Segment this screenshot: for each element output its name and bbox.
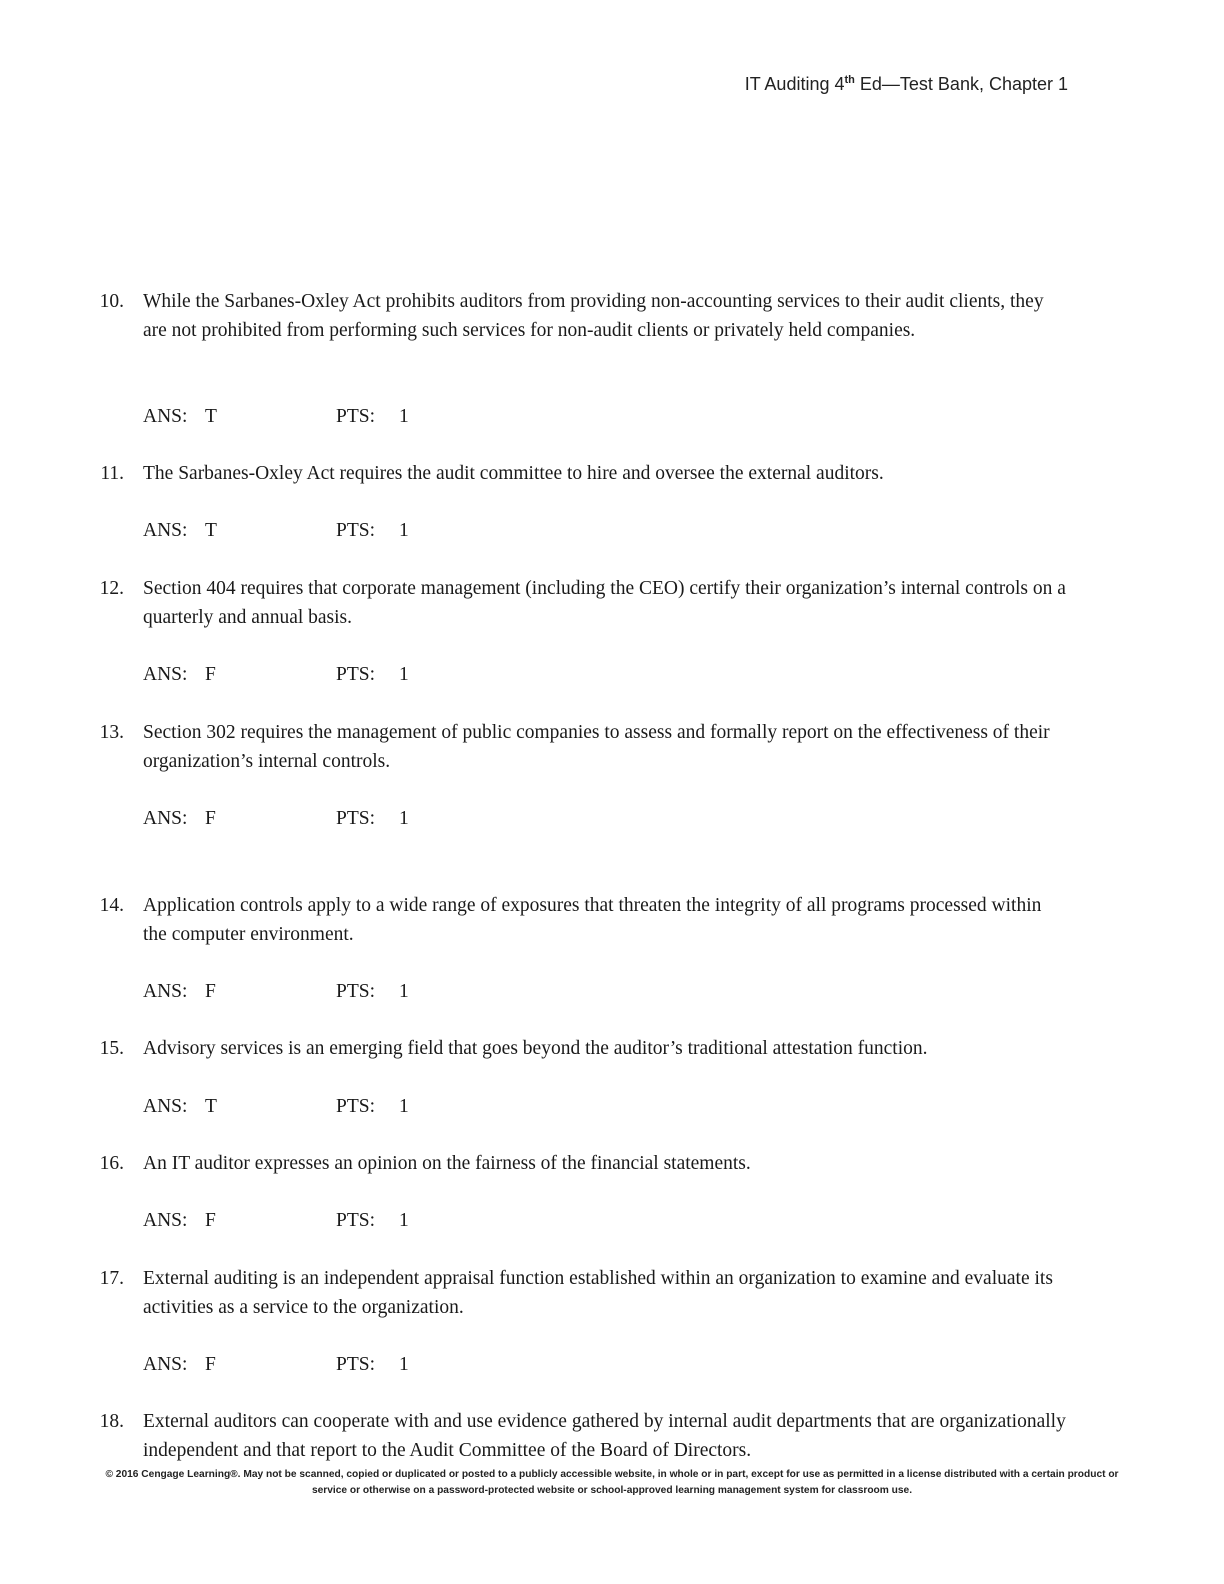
points-value: 1 xyxy=(399,1096,409,1117)
points-label: PTS: xyxy=(336,808,376,829)
question-number: 17. xyxy=(99,1268,124,1289)
question-text: External auditors can cooperate with and use evidence gathered by internal audit departments that are organizationally independent and that report to the Audit Committee of the Board of Directors. xyxy=(143,1411,1066,1461)
question-text: Advisory services is an emerging field that goes beyond the auditor’s traditional attestation function. xyxy=(143,1038,928,1059)
question-text: Application controls apply to a wide range of exposures that threaten the integrity of all programs processed within the computer environment. xyxy=(143,895,1042,945)
question-text: While the Sarbanes-Oxley Act prohibits auditors from providing non-accounting services to their audit clients, they are not prohibited from performing such services for non-audit clients or privately held companies. xyxy=(143,291,1044,341)
answer-value: T xyxy=(205,406,217,427)
question-text: The Sarbanes-Oxley Act requires the audit committee to hire and oversee the external auditors. xyxy=(143,463,884,484)
question-number: 18. xyxy=(99,1411,124,1432)
question-text: An IT auditor expresses an opinion on the fairness of the financial statements. xyxy=(143,1153,751,1174)
answer-label: ANS: xyxy=(143,406,188,427)
answer-label: ANS: xyxy=(143,1354,188,1375)
answer-row xyxy=(0,1206,1224,1235)
question-number: 10. xyxy=(99,291,124,312)
question-text: Section 404 requires that corporate management (including the CEO) certify their organization’s internal controls on a quarterly and annual basis. xyxy=(143,578,1066,628)
points-value: 1 xyxy=(399,520,409,541)
points-label: PTS: xyxy=(336,520,376,541)
points-label: PTS: xyxy=(336,406,376,427)
question-number: 12. xyxy=(99,578,124,599)
answer-row xyxy=(0,977,1224,1006)
points-label: PTS: xyxy=(336,1354,376,1375)
question-number: 11. xyxy=(100,463,124,484)
answer-value: F xyxy=(205,664,216,685)
header-title-superscript: th xyxy=(844,74,855,86)
answer-label: ANS: xyxy=(143,520,188,541)
question-number: 16. xyxy=(99,1153,124,1174)
points-value: 1 xyxy=(399,981,409,1002)
answer-row xyxy=(0,1092,1224,1121)
header-title-main: IT Auditing 4 xyxy=(744,74,845,94)
answer-value: F xyxy=(205,981,216,1002)
question-number: 13. xyxy=(99,722,124,743)
points-value: 1 xyxy=(399,1210,409,1231)
points-label: PTS: xyxy=(336,1096,376,1117)
answer-row xyxy=(0,804,1224,833)
answer-value: F xyxy=(205,1210,216,1231)
answer-label: ANS: xyxy=(143,808,188,829)
question-text: Section 302 requires the management of public companies to assess and formally report on the effectiveness of their organization’s internal controls. xyxy=(143,722,1050,772)
answer-value: T xyxy=(205,520,217,541)
answer-label: ANS: xyxy=(143,664,188,685)
answer-label: ANS: xyxy=(143,981,188,1002)
answer-label: ANS: xyxy=(143,1096,188,1117)
answer-row xyxy=(0,660,1224,689)
answer-label: ANS: xyxy=(143,1210,188,1231)
points-value: 1 xyxy=(399,664,409,685)
answer-row xyxy=(0,516,1224,545)
page-header xyxy=(745,74,1068,95)
answer-row xyxy=(0,1350,1224,1379)
answer-value: F xyxy=(205,808,216,829)
points-value: 1 xyxy=(399,406,409,427)
points-label: PTS: xyxy=(336,664,376,685)
points-label: PTS: xyxy=(336,1210,376,1231)
copyright-footer: © 2016 Cengage Learning®. May not be scanned, copied or duplicated or posted to a publicly accessible website, in whole or in part, except for use as permitted in a license distributed with a certain product or service or otherwise on a password-protected website or school-approved learning management system for classroom use. xyxy=(105,1469,1119,1496)
question-text: External auditing is an independent appraisal function established within an organization to examine and evaluate its activities as a service to the organization. xyxy=(143,1268,1053,1318)
question-number: 14. xyxy=(99,895,124,916)
question-number: 15. xyxy=(99,1038,124,1059)
points-value: 1 xyxy=(399,1354,409,1375)
points-value: 1 xyxy=(399,808,409,829)
answer-value: F xyxy=(205,1354,216,1375)
points-label: PTS: xyxy=(336,981,376,1002)
answer-row xyxy=(0,402,1224,431)
header-title-rest: Ed—Test Bank, Chapter 1 xyxy=(854,74,1068,94)
answer-value: T xyxy=(205,1096,217,1117)
